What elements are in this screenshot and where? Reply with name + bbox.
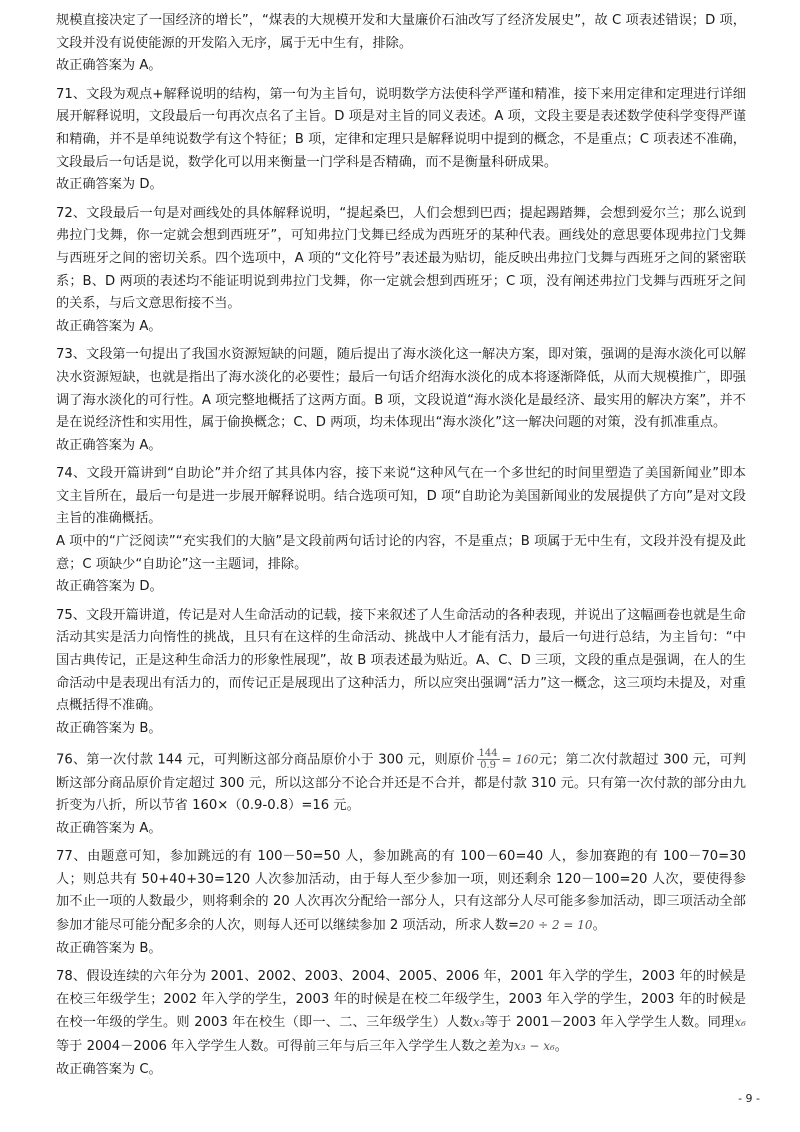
fraction-numerator: 144 [478,748,498,760]
q77-explanation [56,846,746,937]
intro-answer: 故正确答案为 A。 [56,58,162,74]
document-body [56,10,746,1087]
q75-answer: 故正确答案为 B。 [56,720,162,736]
q73-answer: 故正确答案为 A。 [56,437,162,453]
q74-answer: 故正确答案为 D。 [56,579,163,595]
q77-formula: 20 ÷ 2 = 10 [519,918,593,933]
fraction-denominator: 0.9 [480,760,496,772]
intro-paragraph: 规模直接决定了一国经济的增长”，“煤表的大规模开发和大量廉价石油改写了经济发展史”，故 C 项表述错误；D 项，文段并没有说使能源的开发陷入无序，属于无中生有，排除。 [56,13,746,51]
q71-answer: 故正确答案为 D。 [56,177,163,193]
q76-fraction-result: = 160 [501,752,539,767]
q78-text-b: 等于 2001－2003 年入学学生人数。同理 [484,1015,735,1031]
q71-explanation: 71、文段为观点+解释说明的结构，第一句为主旨句，说明数学方法使科学严谨和精准，接下来用定律和定理进行详细展开解释说明，文段最后一句再次点名了主旨。D 项是对主旨的同义表述。A 项，文段主要是表述数学使科学变得严谨和精确，并不是单纯说数学有这个特征；B 项，定律和定理只是解释说明中提到的概念，不是重点；C 项表述不准确，文段最后一句话是说，数学化可以用来衡量一门学科是否精确，而不是衡量科研成果。 [56,86,746,170]
q78-text-c: 等于 2004－2006 年入学学生人数。可得前三年与后三年入学学生人数之差为 [56,1039,514,1055]
q73-explanation: 73、文段第一句提出了我国水资源短缺的问题，随后提出了海水淡化这一解决方案，即对策，强调的是海水淡化可以解决水资源短缺，也就是指出了海水淡化的必要性；最后一句话介绍海水淡化的成本将逐渐降低，从而大规模推广，即强调了海水淡化的可行性。A 项完整地概括了这两方面。B 项，文段说道“海水淡化是最经济、最实用的解决方案”，并不是在说经济性和实用性，属于偷换概念；C、D 两项，均未体现出“海水淡化”这一解决问题的对策，没有抓准重点。 [56,347,746,431]
q78-text-d: 。 [554,1039,568,1055]
q78-math-difference: x₃ − x₆ [513,1039,555,1054]
q72-answer: 故正确答案为 A。 [56,318,162,334]
q72-explanation: 72、文段最后一句是对画线处的具体解释说明，“提起桑巴，人们会想到巴西；提起踢踏舞，会想到爱尔兰；那么说到弗拉门戈舞，你一定就会想到西班牙”，可知弗拉门戈舞已经成为西班牙的某种代表。画线处的意思要体现弗拉门戈舞与西班牙之间的密切关系。四个选项中，A 项的“文化符号”表述最为贴切，能反映出弗拉门戈舞与西班牙之间的紧密联系；B、D 两项的表述均不能证明说到弗拉门戈舞，你一定就会想到西班牙；C 项，没有阐述弗拉门戈舞与西班牙之间的关系，与后文意思衔接不当。 [56,205,746,312]
q76-fraction [477,748,500,771]
q74-explanation: 74、文段开篇讲到“自助论”并介绍了其具体内容，接下来说“这种风气在一个多世纪的时间里塑造了美国新闻业”即本文主旨所在，最后一句是进一步展开解释说明。结合选项可知，D 项“自助论为美国新闻业的发展提供了方向”是对文段主旨的准确概括。 [56,466,746,527]
q76-explanation [56,748,746,817]
q74-explanation-options: A 项中的“广泛阅读”“充实我们的大脑”是文段前两句话讨论的内容，不是重点；B 项属于无中生有，文段并没有提及此意；C 项缺少“自助论”这一主题词，排除。 [56,534,746,572]
q78-math-x6: x₆ [734,1015,746,1030]
q77-text-a: 77、由题意可知，参加跳远的有 100－50=50 人，参加跳高的有 100－60=40 人，参加赛跑的有 100－70=30 人；则总共有 50+40+30=120 人次参加活动，由于每人至少参加一项，则还剩余 120－100=20 人次，要使得参加不止一项的人数最少，则将剩余的 20 人次再次分配给一部分人，只有这部分人尽可能多参加活动，即三项活动全部参加才能尽可能分配多余的人次，则每人还可以继续参加 2 项活动，所求人数= [56,849,746,934]
q76-answer: 故正确答案为 A。 [56,820,162,836]
q77-text-b: 。 [592,918,606,934]
q78-answer: 故正确答案为 C。 [56,1061,162,1077]
q77-answer: 故正确答案为 B。 [56,940,162,956]
q76-text-b: 元；第二次付款超过 300 元，可判断这部分商品原价肯定超过 300 元，所以这部分不论合并还是不合并，都是付款 310 元。只有第一次付款的部分由九折变为八折，所以节省 160×（0.9-0.8）=16 元。 [56,752,746,814]
q78-math-x3: x₃ [472,1015,485,1030]
q75-explanation: 75、文段开篇讲道，传记是对人生命活动的记载，接下来叙述了人生命活动的各种表现，并说出了这幅画卷也就是生命活动其实是活力向惰性的挑战，且只有在这样的生命活动、挑战中人才能有活力，最后一句进行总结，为主旨句：“中国古典传记，正是这种生命活力的形象性展现”，故 B 项表述最为贴近。A、C、D 三项，文段的重点是强调，在人的生命活动中是表现出有活力的，而传记正是展现出了这种活力，所以应突出强调“活力”这一概念，这三项均未提及，对重点概括得不准确。 [56,607,746,714]
q78-text-a: 78、假设连续的六年分为 2001、2002、2003、2004、2005、2006 年，2001 年入学的学生，2003 年的时候是在校三年级学生；2002 年入学的学生，2003 年的时候是在校二年级学生，2003 年入学的学生，2003 年的时候是在校一年级的学生。则 2003 年在校生（即一、二、三年级学生）人数 [56,969,746,1031]
q78-explanation [56,966,746,1058]
page-number: - 9 - [738,1092,760,1105]
q76-text-a: 76、第一次付款 144 元，可判断这部分商品原价小于 300 元，则原价 [56,752,475,768]
